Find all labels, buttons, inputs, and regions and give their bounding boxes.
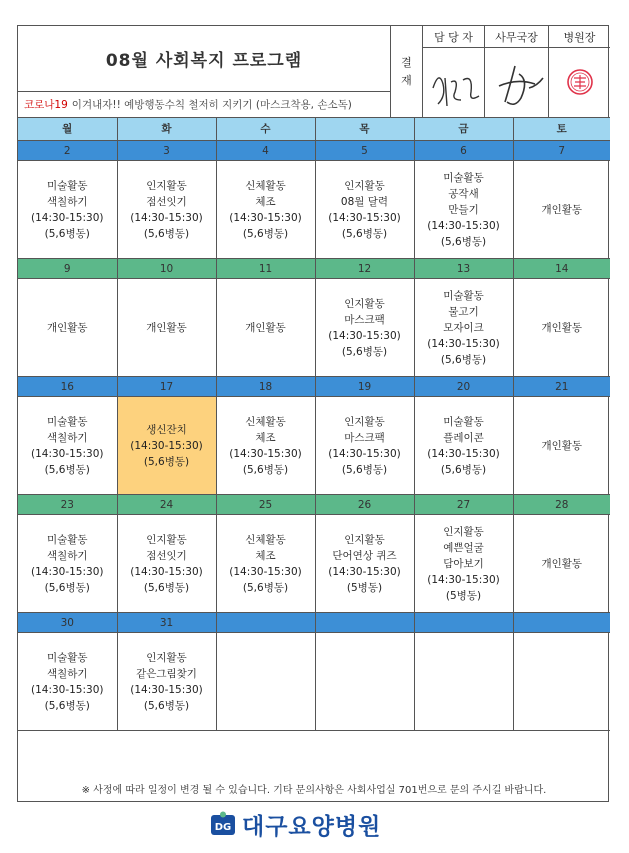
- activity-cell: [315, 161, 414, 259]
- activity-line: (5,6병동): [44, 463, 90, 476]
- activity-line: 인지활동: [146, 179, 187, 192]
- activity-line: (5,6병동): [440, 353, 487, 366]
- activity-cell: [315, 515, 414, 613]
- date-number: 9: [18, 259, 117, 279]
- activity-cell: [216, 279, 315, 377]
- activity-line: 인지활동: [344, 297, 385, 310]
- date-number: 4: [216, 141, 315, 161]
- date-number: [216, 613, 315, 633]
- date-number: [414, 613, 513, 633]
- activity-line: 미술활동: [443, 415, 484, 428]
- date-number: 7: [513, 141, 610, 161]
- activity-cell: [513, 161, 610, 259]
- activity-cell: [117, 279, 216, 377]
- activity-line: 색칠하기: [46, 431, 88, 444]
- approval-role: 병원장: [549, 26, 610, 48]
- activity-line: 인지활동: [443, 525, 484, 538]
- activity-line: (5,6병동): [143, 699, 190, 712]
- date-number: 17: [117, 377, 216, 397]
- activity-cell: [216, 515, 315, 613]
- activity-line: 색칠하기: [46, 549, 88, 562]
- activity-line: 인지활동: [344, 415, 385, 428]
- activity-cell: [216, 161, 315, 259]
- activity-line: 미술활동: [443, 289, 484, 302]
- activity-line: (14:30-15:30): [130, 211, 203, 224]
- logo-mark: DG: [214, 822, 232, 833]
- date-number: 16: [18, 377, 117, 397]
- notice-text: 이겨내자!! 예방행동수칙 철저히 지키기 (마스크착용, 손소독): [71, 99, 352, 111]
- activity-line: (14:30-15:30): [229, 447, 302, 460]
- activity-line: 개인활동: [146, 321, 187, 334]
- activity-line: (5,6병동): [44, 581, 90, 594]
- activity-line: 체조: [255, 431, 276, 444]
- signature-director-image: [485, 48, 549, 118]
- date-number: 11: [216, 259, 315, 279]
- activity-cell: [216, 633, 315, 731]
- activity-line: 공작새: [448, 187, 479, 200]
- approval-label-2: 재: [401, 74, 412, 87]
- activity-line: 담아보기: [443, 557, 484, 570]
- activity-row: [18, 279, 610, 377]
- date-number: 30: [18, 613, 117, 633]
- activity-cell: [315, 397, 414, 495]
- activity-line: 같은그림찾기: [136, 667, 197, 680]
- date-number: [513, 613, 610, 633]
- activity-line: (5,6병동): [143, 581, 190, 594]
- activity-row: [18, 397, 610, 495]
- date-number: 26: [315, 495, 414, 515]
- activity-row: [18, 161, 610, 259]
- activity-line: 개인활동: [541, 439, 583, 452]
- approval-role: 담 당 자: [423, 26, 484, 48]
- approval-col-head: [549, 26, 610, 118]
- date-number: 27: [414, 495, 513, 515]
- approval-col-staff: [423, 26, 485, 118]
- activity-line: (14:30-15:30): [328, 447, 401, 460]
- date-number: 13: [414, 259, 513, 279]
- date-number: 25: [216, 495, 315, 515]
- activity-cell: [216, 397, 315, 495]
- date-row: [18, 613, 610, 633]
- activity-cell: [18, 161, 117, 259]
- approval-box: [391, 26, 610, 118]
- activity-cell: [513, 515, 610, 613]
- date-row: [18, 377, 610, 397]
- signature-staff-image: [423, 48, 485, 118]
- seal-head: [549, 48, 610, 118]
- title-box: [18, 26, 391, 92]
- date-row: [18, 141, 610, 161]
- activity-line: (14:30-15:30): [30, 211, 104, 224]
- activity-line: 미술활동: [46, 533, 88, 546]
- weekday-label: 토: [513, 118, 610, 141]
- activity-line: 인지활동: [146, 533, 187, 546]
- activity-line: 플레이콘: [443, 431, 484, 444]
- activity-line: 신체활동: [245, 179, 286, 192]
- activity-row: [18, 633, 610, 731]
- activity-line: 생신잔치: [146, 423, 187, 436]
- date-number: 5: [315, 141, 414, 161]
- activity-line: 08월 달력: [340, 195, 389, 208]
- date-number: 31: [117, 613, 216, 633]
- activity-line: 인지활동: [344, 179, 385, 192]
- signature-director: [485, 48, 548, 118]
- activity-line: 마스크팩: [344, 431, 385, 444]
- approval-col-director: [485, 26, 549, 118]
- activity-cell: [18, 515, 117, 613]
- activity-line: 개인활동: [541, 321, 583, 334]
- activity-line: 개인활동: [245, 321, 286, 334]
- date-number: 20: [414, 377, 513, 397]
- activity-line: (5,6병동): [242, 581, 289, 594]
- activity-cell: [513, 397, 610, 495]
- activity-line: (5,6병동): [143, 455, 190, 468]
- activity-line: (14:30-15:30): [328, 329, 401, 342]
- activity-line: 미술활동: [46, 651, 88, 664]
- activity-line: 미술활동: [46, 179, 88, 192]
- activity-cell: [513, 279, 610, 377]
- date-number: 6: [414, 141, 513, 161]
- activity-cell: [117, 633, 216, 731]
- activity-line: (5,6병동): [143, 227, 190, 240]
- date-number: 24: [117, 495, 216, 515]
- weekday-label: 월: [18, 118, 117, 141]
- activity-cell: [18, 397, 117, 495]
- hospital-name: 대구요양병원: [242, 813, 382, 840]
- activity-line: (14:30-15:30): [427, 447, 500, 460]
- activity-line: (5,6병동): [242, 463, 289, 476]
- activity-cell: [117, 397, 216, 495]
- weekday-label: 금: [414, 118, 513, 141]
- activity-line: 개인활동: [541, 203, 583, 216]
- activity-line: 신체활동: [245, 415, 286, 428]
- activity-line: 색칠하기: [46, 667, 88, 680]
- date-row: [18, 495, 610, 515]
- activity-line: (14:30-15:30): [328, 565, 401, 578]
- activity-line: (14:30-15:30): [229, 211, 302, 224]
- hospital-logo-icon: [210, 811, 236, 837]
- approval-role: 사무국장: [485, 26, 548, 48]
- activity-line: (14:30-15:30): [130, 565, 203, 578]
- activity-line: (5,6병동): [341, 345, 388, 358]
- activity-line: (5,6병동): [44, 227, 90, 240]
- activity-line: (5,6병동): [440, 463, 487, 476]
- date-number: 12: [315, 259, 414, 279]
- activity-line: 인지활동: [344, 533, 385, 546]
- program-sheet: [17, 25, 609, 802]
- activity-cell: [315, 279, 414, 377]
- activity-line: (14:30-15:30): [427, 573, 500, 586]
- activity-line: (14:30-15:30): [328, 211, 401, 224]
- weekday-label: 목: [315, 118, 414, 141]
- weekday-label: 수: [216, 118, 315, 141]
- date-number: 28: [513, 495, 610, 515]
- activity-line: (5,6병동): [242, 227, 289, 240]
- notice-highlight: 코로나19: [24, 99, 68, 111]
- weekday-header-row: [18, 118, 610, 141]
- date-number: 19: [315, 377, 414, 397]
- covid-notice: [18, 92, 391, 118]
- activity-line: 물고기: [448, 305, 479, 318]
- activity-cell: [117, 161, 216, 259]
- activity-line: 마스크팩: [344, 313, 385, 326]
- date-number: 23: [18, 495, 117, 515]
- activity-line: 모자이크: [443, 321, 484, 334]
- date-number: 10: [117, 259, 216, 279]
- activity-line: 색칠하기: [46, 195, 88, 208]
- page-title: 08월 사회복지 프로그램: [105, 51, 303, 71]
- activity-line: (14:30-15:30): [130, 439, 203, 452]
- activity-cell: [18, 279, 117, 377]
- activity-line: (14:30-15:30): [229, 565, 302, 578]
- footnote: ※ 사정에 따라 일정이 변경 될 수 있습니다. 기타 문의사항은 사회사업실 701번으로 문의 주시길 바랍니다.: [81, 784, 547, 796]
- activity-line: (5,6병동): [341, 227, 388, 240]
- activity-cell: [414, 279, 513, 377]
- activity-cell: [414, 633, 513, 731]
- approval-label: [391, 26, 423, 118]
- date-number: 3: [117, 141, 216, 161]
- activity-line: (5,6병동): [341, 463, 388, 476]
- activity-line: 미술활동: [443, 171, 484, 184]
- activity-line: 체조: [255, 549, 276, 562]
- activity-cell: [117, 515, 216, 613]
- activity-cell: [513, 633, 610, 731]
- activity-line: 개인활동: [46, 321, 88, 334]
- activity-cell: [18, 633, 117, 731]
- hospital-logo: [210, 807, 381, 841]
- activity-line: 미술활동: [46, 415, 88, 428]
- date-number: 18: [216, 377, 315, 397]
- activity-line: 만들기: [448, 203, 479, 216]
- activity-line: 예쁜얼굴: [443, 541, 484, 554]
- date-number: 2: [18, 141, 117, 161]
- activity-line: (14:30-15:30): [427, 219, 500, 232]
- activity-cell: [414, 397, 513, 495]
- activity-row: [18, 515, 610, 613]
- activity-line: (14:30-15:30): [130, 683, 203, 696]
- date-number: 14: [513, 259, 610, 279]
- activity-line: 인지활동: [146, 651, 187, 664]
- activity-line: (14:30-15:30): [30, 447, 104, 460]
- activity-line: (5병동): [445, 589, 482, 602]
- activity-cell: [414, 515, 513, 613]
- activity-cell: [414, 161, 513, 259]
- activity-line: 개인활동: [541, 557, 583, 570]
- date-row: [18, 259, 610, 279]
- activity-line: 점선잇기: [146, 549, 187, 562]
- activity-line: 단어연상 퀴즈: [332, 549, 397, 562]
- activity-line: (14:30-15:30): [30, 683, 104, 696]
- signature-staff: [423, 48, 484, 118]
- activity-line: 신체활동: [245, 533, 286, 546]
- activity-cell: [315, 633, 414, 731]
- seal-stamp-image: [549, 48, 610, 118]
- activity-line: (5,6병동): [440, 235, 487, 248]
- activity-line: (5병동): [346, 581, 383, 594]
- activity-line: 점선잇기: [146, 195, 187, 208]
- date-number: 21: [513, 377, 610, 397]
- weekday-label: 화: [117, 118, 216, 141]
- activity-line: (14:30-15:30): [30, 565, 104, 578]
- activity-line: 체조: [255, 195, 276, 208]
- approval-label-1: 결: [401, 56, 412, 69]
- activity-line: (14:30-15:30): [427, 337, 500, 350]
- activity-line: (5,6병동): [44, 699, 90, 712]
- date-number: [315, 613, 414, 633]
- calendar-table: [18, 118, 610, 731]
